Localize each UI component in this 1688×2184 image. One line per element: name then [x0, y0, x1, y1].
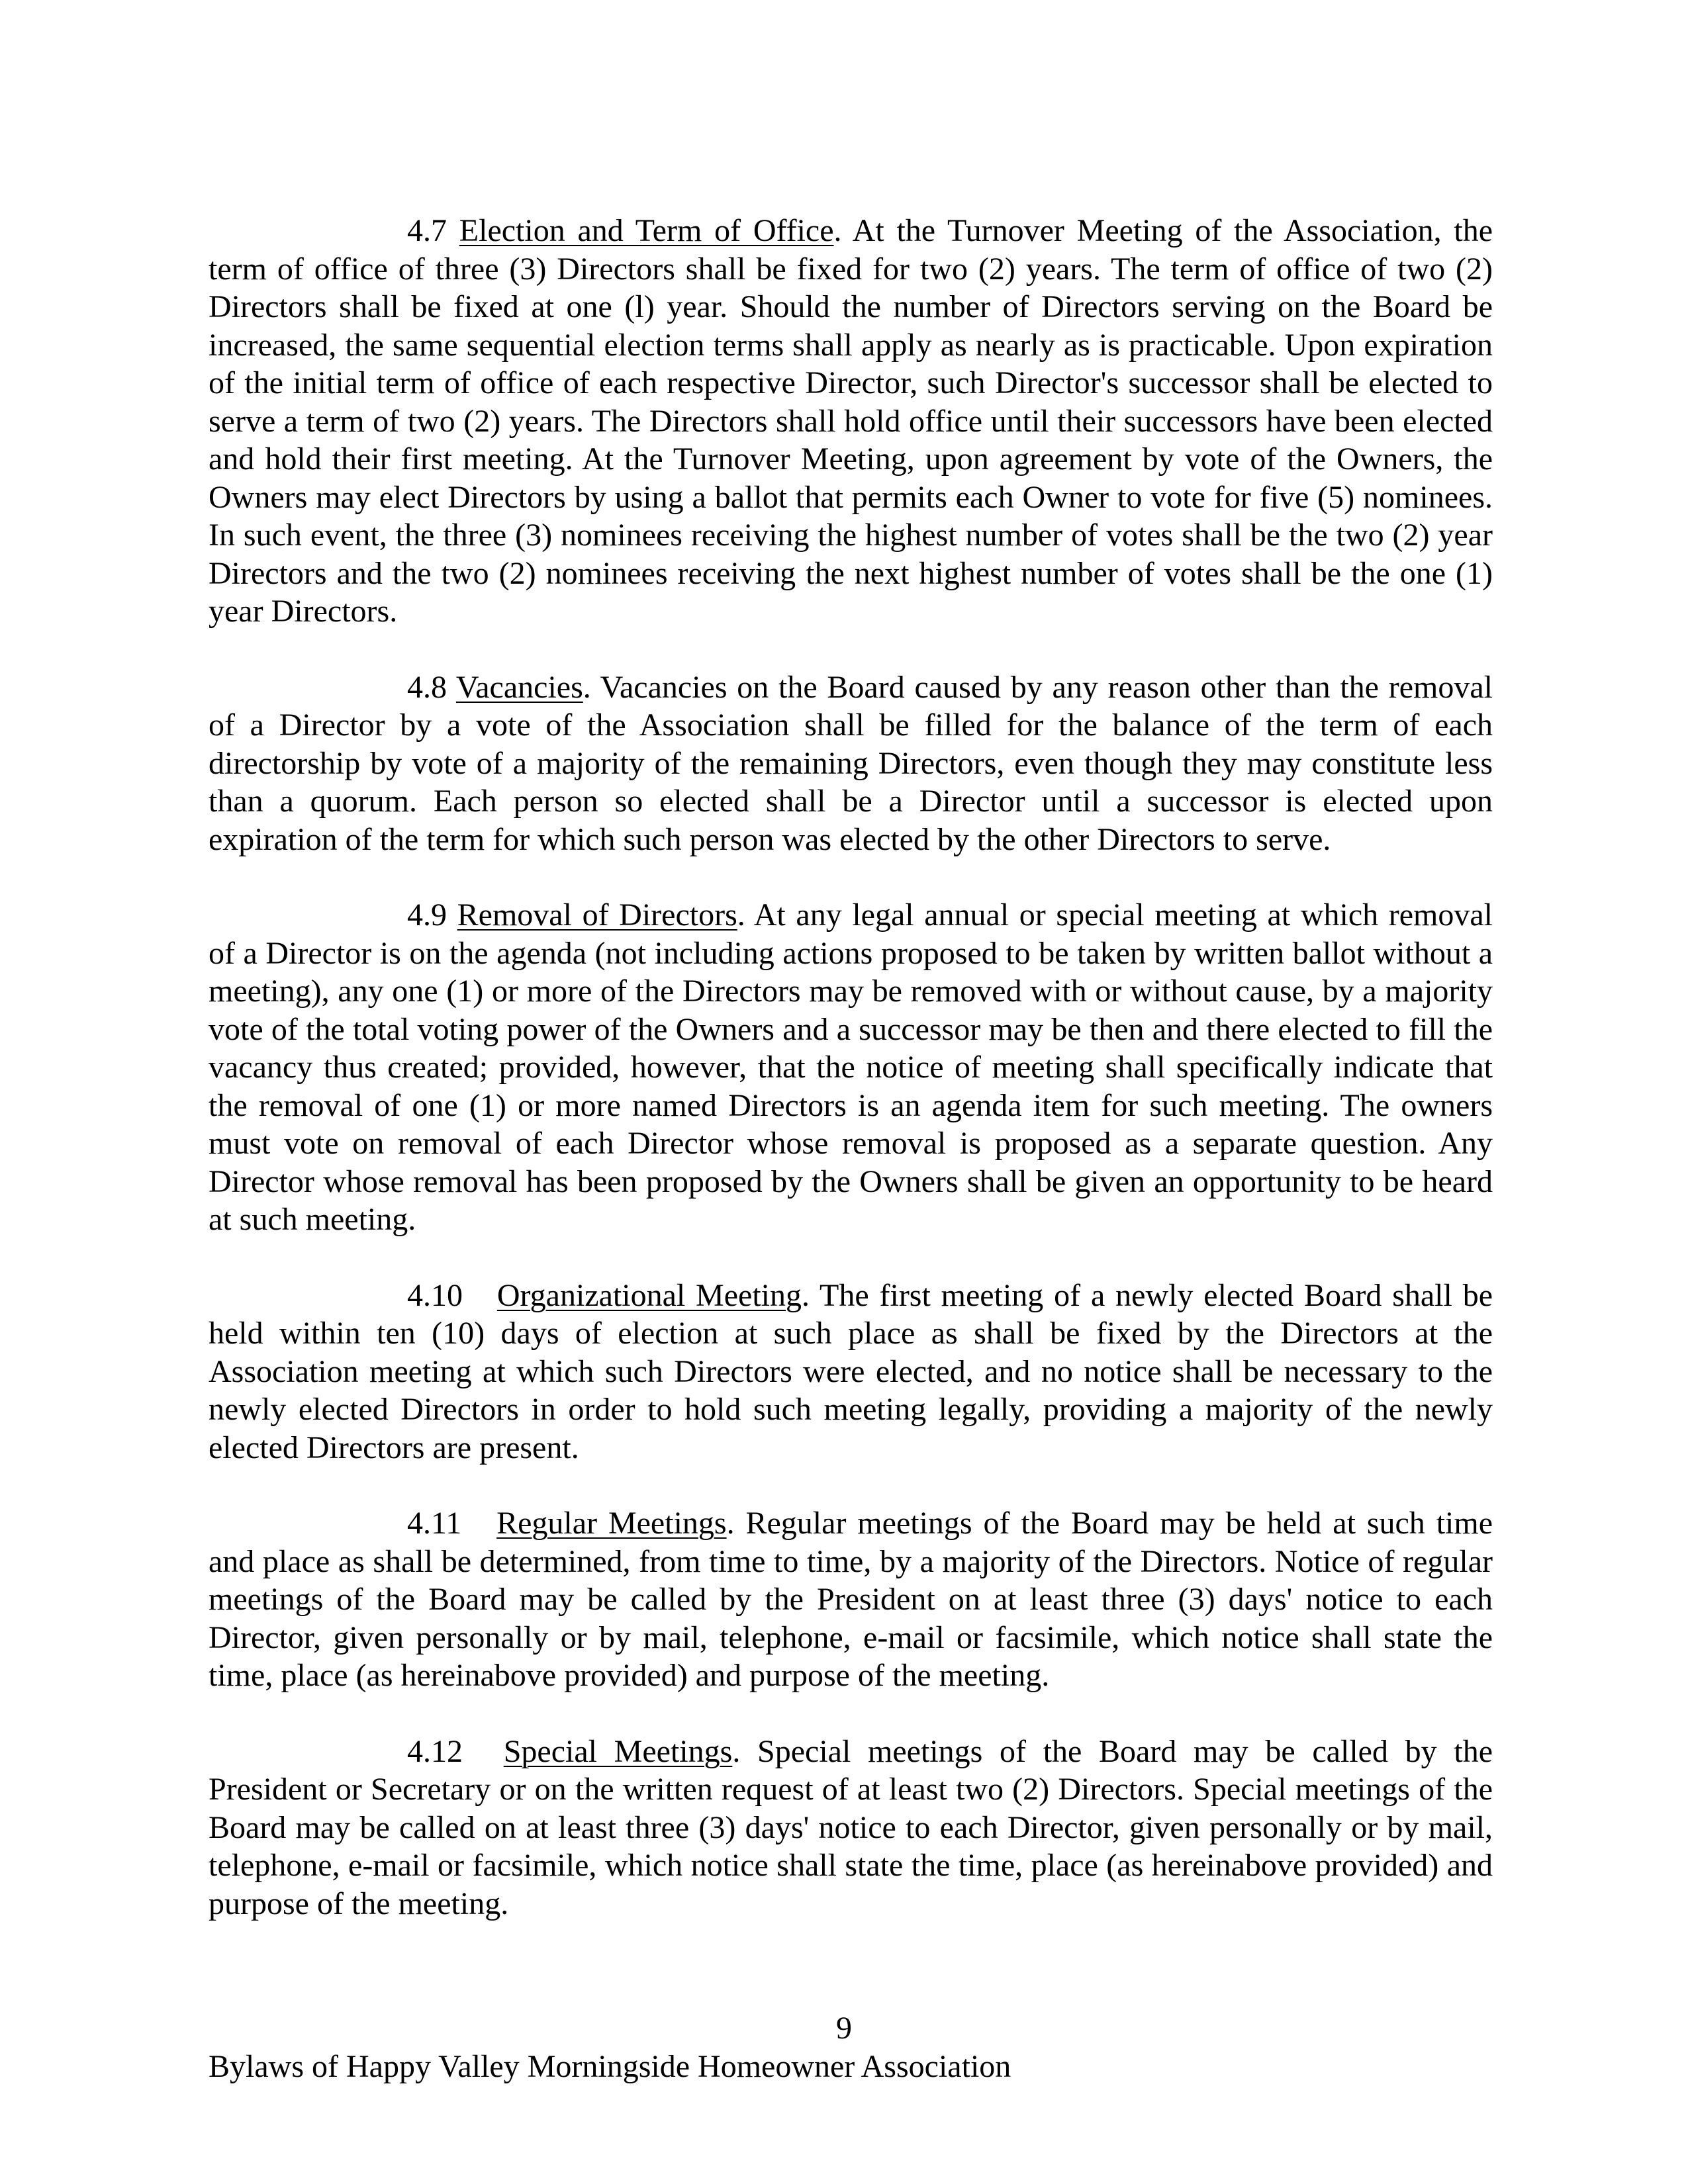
section-number: 4.10: [407, 1277, 463, 1313]
section-body: . Vacancies on the Board caused by any reason other than the removal of a Director by a vote of the Association shall be filled for the balance of the term of each directorship by vote of a majority of the remaining Directors, even though they may constitute less than a quorum. Each person so elected shall be a Director until a successor is elected upon expiration of the term for which such person was elected by the other Directors to serve.: [209, 669, 1493, 857]
section-number: 4.8: [407, 669, 447, 705]
section-title: Vacancies: [455, 669, 583, 705]
section-body: . At the Turnover Meeting of the Association, the term of office of three (3) Directors shall be fixed for two (2) years. The term of office of two (2) Directors shall be fixed at one (l) year. Should the number of Directors serving on the Board be increased, the same sequential election terms shall apply as nearly as is practicable. Upon expiration of the initial term of office of each respective Director, such Director's successor shall be elected to serve a term of two (2) years. The Directors shall hold office until their successors have been elected and hold their first meeting. At the Turnover Meeting, upon agreement by vote of the Owners, the Owners may elect Directors by using a ballot that permits each Owner to vote for five (5) nominees. In such event, the three (3) nominees receiving the highest number of votes shall be the two (2) year Directors and the two (2) nominees receiving the next highest number of votes shall be the one (1) year Directors.: [209, 213, 1493, 629]
section-4-11: [209, 1504, 1493, 1695]
section-title: Removal of Directors: [457, 897, 737, 933]
section-number: 4.11: [407, 1506, 462, 1541]
section-number: 4.7: [407, 213, 447, 248]
page-number: 9: [836, 2011, 852, 2046]
section-body: . Special meetings of the Board may be called by the President or Secretary or on the written request of at least two (2) Directors. Special meetings of the Board may be called on at least three (3) days' notice to each Director, given personally or by mail, telephone, e-mail or facsimile, which notice shall state the time, place (as hereinabove provided) and purpose of the meeting.: [209, 1733, 1493, 1921]
section-4-8: [209, 668, 1493, 859]
document-page: [209, 212, 1493, 1923]
section-body: . Regular meetings of the Board may be held at such time and place as shall be determined, from time to time, by a majority of the Directors. Notice of regular meetings of the Board may be called by the President on at least three (3) days' notice to each Director, given personally or by mail, telephone, e-mail or facsimile, which notice shall state the time, place (as hereinabove provided) and purpose of the meeting.: [209, 1506, 1493, 1693]
section-4-9: [209, 896, 1493, 1239]
section-body: . At any legal annual or special meeting at which removal of a Director is on the agenda (not including actions proposed to be taken by written ballot without a meeting), any one (1) or more of the Directors may be removed with or without cause, by a majority vote of the total voting power of the Owners and a successor may be then and there elected to fill the vacancy thus created; provided, however, that the notice of meeting shall specifically indicate that the removal of one (1) or more named Directors is an agenda item for such meeting. The owners must vote on removal of each Director whose removal is proposed as a separate question. Any Director whose removal has been proposed by the Owners shall be given an opportunity to be heard at such meeting.: [209, 897, 1493, 1237]
section-number: 4.9: [407, 897, 447, 933]
section-title: Special Meetings: [503, 1733, 733, 1769]
section-4-7: [209, 212, 1493, 631]
section-body: . The first meeting of a newly elected Board shall be held within ten (10) days of election at such place as shall be fixed by the Directors at the Association meeting at which such Directors were elected, and no notice shall be necessary to the newly elected Directors in order to hold such meeting legally, providing a majority of the newly elected Directors are present.: [209, 1277, 1493, 1465]
footer-title: Bylaws of Happy Valley Morningside Homeowner Association: [209, 2049, 1011, 2084]
section-4-12: [209, 1733, 1493, 1923]
section-title: Election and Term of Office: [459, 213, 834, 248]
section-title: Regular Meetings: [496, 1506, 727, 1541]
section-title: Organizational Meeting: [496, 1277, 802, 1313]
section-number: 4.12: [407, 1733, 463, 1769]
section-4-10: [209, 1277, 1493, 1467]
